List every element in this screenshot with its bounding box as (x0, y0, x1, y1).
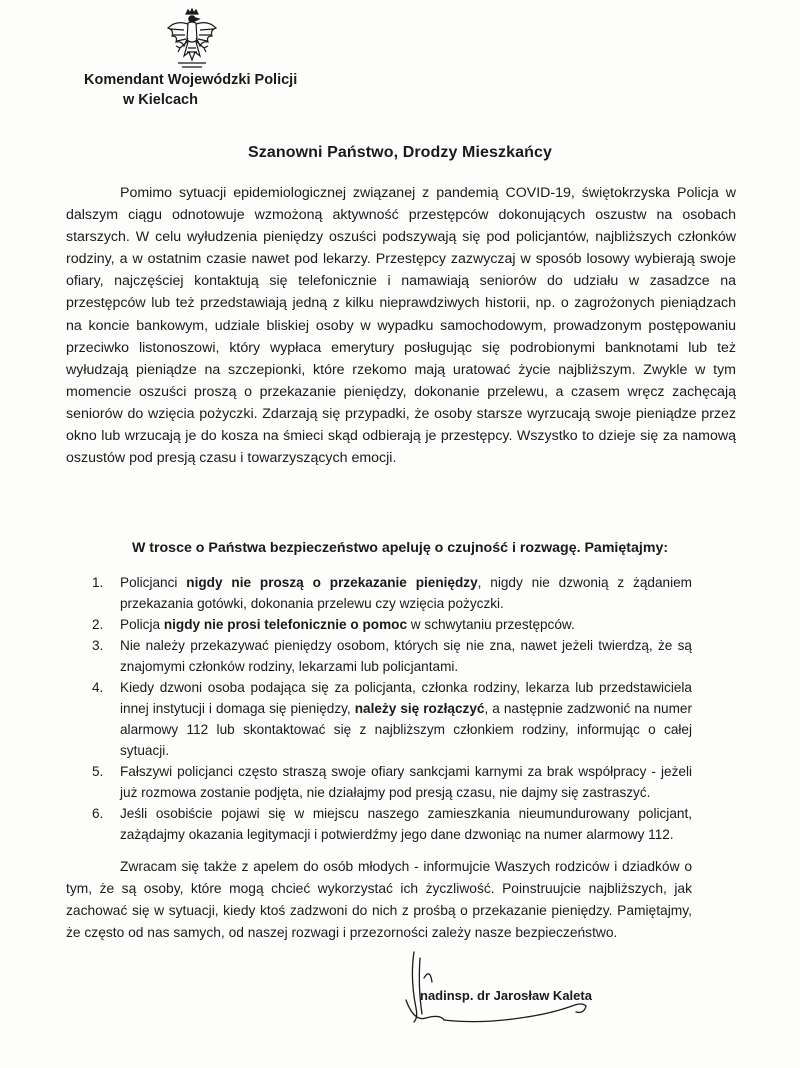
tip-text: Kiedy dzwoni osoba podająca się za policjanta, członka rodziny, lekarza lub przedstawiciela innej instytucji i domaga się pieniędzy, (120, 680, 692, 716)
tip-number: 2. (92, 617, 104, 632)
tip-emphasis: nigdy nie proszą o przekazanie pieniędzy (186, 575, 478, 590)
intro-text: Pomimo sytuacji epidemiologicznej związanej z pandemią COVID-19, świętokrzyska Policja w dalszym ciągu odnotowuje wzmożoną aktywność przestępców dokonujących oszustw na osobach starszych. W celu wyłudzenia pieniędzy oszuści podszywają się pod policjantów, najbliższych członków rodziny, a w ostatnim czasie nawet pod lekarzy. Przestępcy zazwyczaj w sposób losowy wybierają swoje ofiary, najczęściej kontaktują się telefonicznie i namawiają seniorów do udziału w zasadzce na przestępców lub też przedstawiają jedną z kilku nieprawdziwych historii, np. o zagrożonych pieniądzach na koncie bankowym, udziale bliskiej osoby w wypadku samochodowym, prowadzonym postępowaniu przeciwko listonoszowi, który wypłaca emerytury posługując się podrobionymi banknotami lub też wyłudzają pieniądze na szczepionki, które rzekomo mają uratować życie najbliższym. Zwykle w tym momencie oszuści proszą o przekazanie pieniędzy, dokonanie przelewu, a czasem wręcz zachęcają seniorów do wzięcia pożyczki. Zdarzają się przypadki, że osoby starsze wyrzucają swoje pieniądze przez okno lub wrzucają je do kosza na śmieci skąd odbierają je przestępcy. Wszystko to dzieje się za namową oszustów pod presją czasu i towarzyszących emocji. (66, 185, 736, 467)
tip-emphasis: nigdy nie prosi telefonicznie o pomoc (163, 617, 408, 632)
tip-emphasis: należy się rozłączyć (354, 701, 485, 716)
appeal-heading: W trosce o Państwa bezpieczeństwo apeluję o czujność i rozwagę. Pamiętajmy: (131, 540, 669, 556)
safety-tip-item (92, 614, 692, 635)
tip-number: 3. (92, 638, 104, 653)
safety-tip-item (92, 803, 692, 845)
tip-number: 1. (92, 575, 104, 590)
intro-paragraph (66, 182, 736, 469)
issuer-city: w Kielcach (123, 92, 198, 108)
tip-text-continued: , nigdy nie dzwonią z żądaniem przekazania gotówki, dokonania przelewu czy wzięcia pożyczki. (120, 575, 692, 611)
tip-number: 6. (92, 806, 104, 821)
tip-text: Policjanci (120, 575, 187, 590)
closing-text: Zwracam się także z apelem do osób młodych - informujcie Waszych rodziców i dziadków o tym, że są osoby, które mogą chcieć wykorzystać ich życzliwość. Poinstruujcie najbliższych, jak zachować się w sytuacji, kiedy ktoś zadzwoni do nich z prośbą o przekazanie pieniędzy. Pamiętajmy, że często od nas samych, od naszej rozwagi i przezorności zależy nasze bezpieczeństwo. (66, 859, 692, 940)
safety-tip-item (92, 572, 692, 614)
safety-tip-item (92, 677, 692, 761)
issuer-block (84, 70, 297, 110)
issuer-title: Komendant Wojewódzki Policji (84, 72, 298, 88)
letter-salutation: Szanowni Państwo, Drodzy Mieszkańcy (247, 144, 552, 161)
signer-name: nadinsp. dr Jarosław Kaleta (420, 988, 592, 1003)
safety-tip-item (92, 761, 692, 803)
tip-text: Jeśli osobiście pojawi się w miejscu naszego zamieszkania nieumundurowany policjant, zażądajmy okazania legitymacji i potwierdźmy jego dane dzwoniąc na numer alarmowy 112. (120, 806, 692, 842)
tip-text: Policja (120, 617, 164, 632)
safety-tips-list (92, 572, 692, 845)
safety-tip-item (92, 635, 692, 677)
tip-number: 5. (92, 764, 104, 779)
tip-text-continued: , a następnie zadzwonić na numer alarmowy 112 lub skontaktować się z najbliższym członkiem rodziny, informując o całej sytuacji. (120, 701, 692, 758)
closing-paragraph (66, 856, 692, 944)
tip-number: 4. (92, 680, 104, 695)
white-eagle-emblem-icon (164, 8, 220, 70)
tip-text-continued: w schwytaniu przestępców. (407, 617, 575, 632)
tip-text: Nie należy przekazywać pieniędzy osobom, których się nie zna, nawet jeżeli twierdzą, że są znajomymi członków rodziny, lekarzami lub policjantami. (120, 638, 692, 674)
tip-text: Fałszywi policjanci często straszą swoje ofiary sankcjami karnymi za brak współpracy - jeżeli już rozmowa zostanie podjęta, nie działajmy pod presją czasu, nie dajmy się zastraszyć. (120, 764, 692, 800)
handwritten-signature-icon (400, 948, 590, 1026)
